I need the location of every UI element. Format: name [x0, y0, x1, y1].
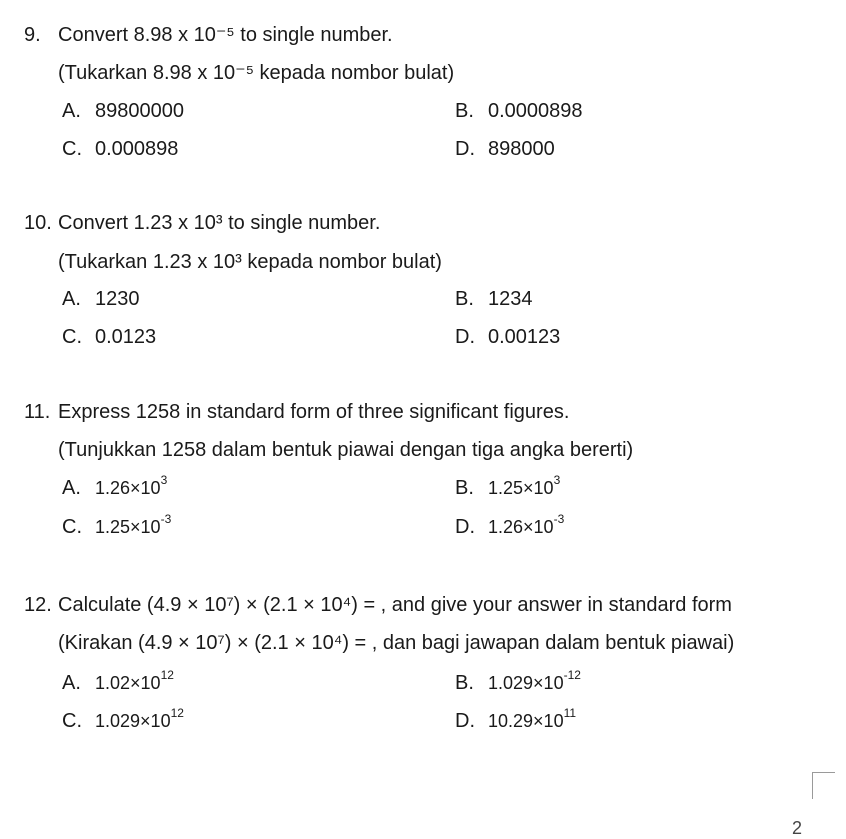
option-c[interactable]: C. 0.0123 — [62, 326, 157, 348]
option-a[interactable]: A. $1.26\times 10^3$ — [62, 473, 168, 499]
option-a[interactable]: A. $1.02\times 10^{12}$ — [62, 668, 174, 694]
question-translation: (Tukarkan 8.98 x 10⁻⁵ kepada nombor bulat) — [58, 62, 455, 84]
option-c[interactable]: C. 0.000898 — [62, 138, 179, 160]
option-b[interactable]: B. $1.029\times 10^{-12}$ — [455, 668, 581, 694]
question-number: 10. — [24, 212, 52, 234]
question-translation: (Kirakan (4.9 × 10⁷) × (2.1 × 10⁴) = , dan bagi jawapan dalam bentuk piawai) — [58, 632, 735, 654]
question-number: 11. — [24, 401, 51, 423]
question-translation: (Tukarkan 1.23 x 10³ kepada nombor bulat) — [58, 251, 442, 273]
option-d[interactable]: D. 0.00123 — [455, 326, 561, 348]
question-number: 9. — [24, 24, 41, 46]
question-prompt: Calculate (4.9 × 10⁷) × (2.1 × 10⁴) = , and give your answer in standard form — [58, 594, 732, 616]
option-a[interactable]: A. 1230 — [62, 288, 140, 310]
page-number: 2 — [792, 818, 803, 838]
option-b[interactable]: B. $1.25\times 10^3$ — [455, 473, 561, 499]
option-d[interactable]: D. 898000 — [455, 138, 555, 160]
option-a[interactable]: A. 89800000 — [62, 100, 184, 122]
option-c[interactable]: C. $1.25\times 10^{-3}$ — [62, 512, 172, 538]
option-b[interactable]: B. 1234 — [455, 288, 533, 310]
option-b[interactable]: B. 0.0000898 — [455, 100, 583, 122]
question-prompt: Convert 8.98 x 10⁻⁵ to single number. — [58, 24, 393, 46]
page-corner-mark — [812, 772, 835, 799]
option-d[interactable]: D. $10.29\times 10^{11}$ — [455, 706, 577, 732]
question-number: 12. — [24, 594, 52, 616]
question-prompt: Express 1258 in standard form of three significant figures. — [58, 401, 570, 423]
question-translation: (Tunjukkan 1258 dalam bentuk piawai dengan tiga angka bererti) — [58, 439, 634, 461]
option-d[interactable]: D. $1.26\times 10^{-3}$ — [455, 512, 565, 538]
question-prompt: Convert 1.23 x 10³ to single number. — [58, 212, 381, 234]
option-c[interactable]: C. $1.029\times 10^{12}$ — [62, 706, 184, 732]
